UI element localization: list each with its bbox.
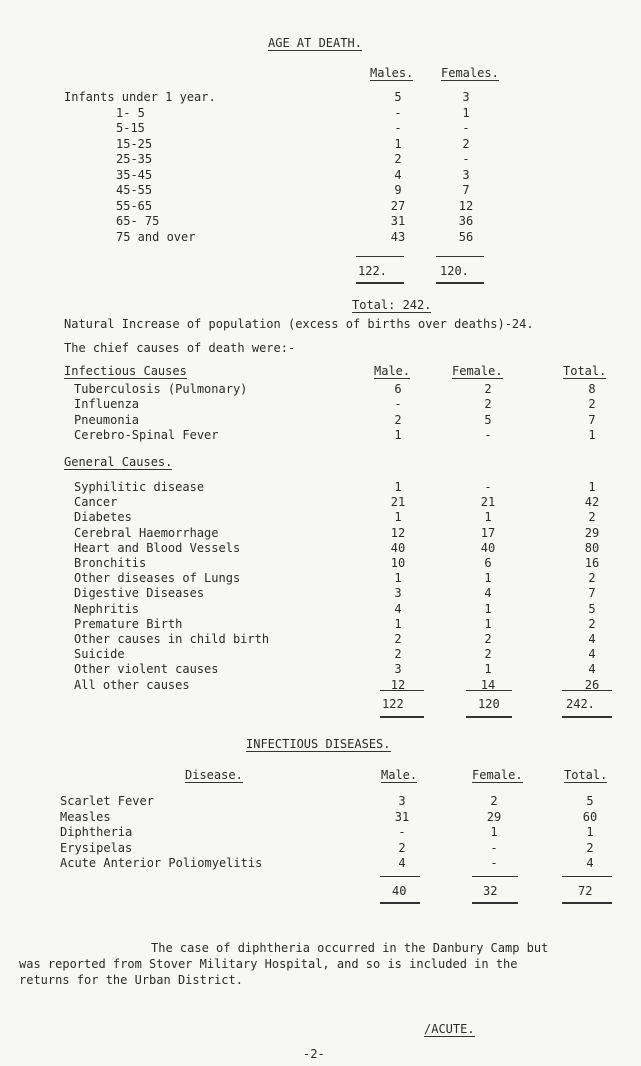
natural-increase-line: Natural Increase of population (excess of births over deaths)-24. — [64, 317, 534, 331]
cause-total-value: 42 — [584, 495, 600, 510]
disease-total-value: 60 — [582, 809, 598, 824]
disease-label: Erysipelas — [60, 840, 133, 855]
gen-female-rule — [466, 690, 512, 691]
disease-label: Acute Anterior Poliomyelitis — [60, 856, 263, 870]
disease-female-value: 1 — [490, 825, 498, 839]
age-females-value: 2 — [462, 136, 470, 151]
cause-male-value: 1 — [394, 571, 402, 586]
table-row — [0, 90, 641, 106]
disease-male-value: 2 — [398, 840, 406, 855]
cause-female-value: 1 — [484, 571, 492, 586]
causes-col-female: Female. — [452, 364, 503, 378]
cause-male-value: - — [394, 397, 402, 412]
cause-female-value: 17 — [480, 525, 496, 540]
age-females-value: 3 — [462, 90, 470, 104]
disease-total-value: 1 — [586, 825, 594, 839]
age-females-value: - — [462, 121, 470, 135]
cause-female-value: 21 — [480, 495, 496, 510]
causes-col-total: Total. — [563, 364, 607, 378]
age-females-value: 1 — [462, 105, 470, 120]
cause-total-value: 80 — [584, 540, 600, 555]
table-row — [0, 495, 641, 511]
cause-total-value: 2 — [588, 397, 596, 412]
cause-label: Syphilitic disease — [74, 480, 205, 494]
table-row — [0, 428, 641, 444]
cause-total-value: 29 — [584, 525, 600, 540]
cause-label: Influenza — [74, 397, 140, 412]
disease-col-header: Disease. — [185, 768, 243, 782]
cause-label: Other violent causes — [74, 662, 219, 677]
disease-total-value: 4 — [586, 856, 594, 870]
cause-male-value: 1 — [394, 616, 402, 631]
cause-label: Other diseases of Lungs — [74, 571, 241, 586]
cause-male-value: 2 — [394, 412, 402, 427]
cause-female-value: 2 — [484, 382, 492, 396]
age-band-label: 55-65 — [116, 198, 153, 213]
cause-male-value: 1 — [394, 480, 402, 494]
age-males-value: 9 — [394, 183, 402, 197]
cause-female-value: 1 — [484, 662, 492, 677]
dis-total-total: 72 — [578, 884, 593, 898]
disease-label: Scarlet Fever — [60, 794, 154, 808]
cause-label: Nephritis — [74, 601, 140, 616]
table-row — [0, 214, 641, 230]
cause-total-value: 1 — [588, 427, 596, 442]
cause-male-value: 1 — [394, 427, 402, 442]
gen-total-double-rule — [562, 716, 612, 718]
cause-label: Pneumonia — [74, 412, 140, 427]
age-band-label: Infants under 1 year. — [64, 90, 216, 104]
age-males-value: 1 — [394, 136, 402, 151]
cause-total-value: 5 — [588, 601, 596, 616]
disease-col-total: Total. — [564, 768, 608, 782]
age-females-value: 56 — [458, 229, 474, 244]
age-males-value: 4 — [394, 167, 402, 182]
cause-total-value: 4 — [588, 647, 596, 662]
age-band-label: 5-15 — [116, 121, 145, 135]
cause-female-value: 1 — [484, 616, 492, 631]
table-row — [0, 397, 641, 413]
cause-female-value: 4 — [484, 586, 492, 601]
dis-total-male: 40 — [392, 884, 407, 898]
cause-male-value: 12 — [390, 677, 406, 692]
table-row — [0, 526, 641, 542]
cause-total-value: 7 — [588, 586, 596, 601]
disease-male-value: 31 — [394, 809, 410, 824]
dis-male-double-rule — [380, 902, 420, 904]
age-females-value: 12 — [458, 198, 474, 213]
cause-total-value: 1 — [588, 480, 596, 494]
gen-total-total: 242. — [566, 697, 595, 711]
disease-total-value: 5 — [586, 794, 594, 808]
cause-label: Cancer — [74, 495, 118, 510]
age-band-label: 45-55 — [116, 183, 153, 197]
cause-label: Other causes in child birth — [74, 632, 270, 646]
age-males-value: - — [394, 105, 402, 120]
cause-female-value: 1 — [484, 510, 492, 525]
age-band-label: 25-35 — [116, 152, 153, 166]
cause-female-value: 2 — [484, 397, 492, 412]
age-band-label: 35-45 — [116, 167, 153, 182]
cause-male-value: 3 — [394, 586, 402, 601]
cause-label: Diabetes — [74, 510, 132, 525]
table-row — [0, 571, 641, 587]
disease-label: Diphtheria — [60, 825, 133, 839]
causes-col-male: Male. — [374, 364, 411, 378]
gen-male-rule — [380, 690, 424, 691]
chief-causes-intro: The chief causes of death were:- — [64, 341, 296, 355]
table-row — [0, 382, 641, 398]
cause-label: Suicide — [74, 647, 125, 662]
col-females-header: Females. — [441, 66, 499, 80]
age-males-value: - — [394, 121, 402, 135]
dis-female-rule — [472, 876, 518, 877]
cause-male-value: 2 — [394, 647, 402, 662]
table-row — [0, 810, 641, 826]
table-row — [0, 152, 641, 168]
cause-label: Cerebral Haemorrhage — [74, 525, 219, 540]
table-row — [0, 841, 641, 857]
table-row — [0, 199, 641, 215]
cause-label: All other causes — [74, 677, 190, 692]
table-row — [0, 137, 641, 153]
age-males-value: 31 — [390, 214, 406, 228]
disease-male-value: - — [398, 825, 406, 839]
page-number: -2- — [303, 1047, 325, 1061]
disease-total-value: 2 — [586, 840, 594, 855]
infectious-diseases-title: INFECTIOUS DISEASES. — [246, 737, 391, 751]
dis-total-rule — [562, 876, 612, 877]
disease-col-female: Female. — [472, 768, 523, 782]
table-row — [0, 168, 641, 184]
cause-label: Bronchitis — [74, 556, 147, 570]
cause-female-value: - — [484, 427, 492, 442]
cause-male-value: 1 — [394, 510, 402, 525]
table-row — [0, 662, 641, 678]
age-band-label: 75 and over — [116, 229, 196, 244]
cause-total-value: 2 — [588, 571, 596, 586]
cause-total-value: 2 — [588, 616, 596, 631]
cause-female-value: 14 — [480, 677, 496, 692]
gen-total-female: 120 — [478, 697, 500, 711]
cause-female-value: - — [484, 480, 492, 494]
disease-male-value: 4 — [398, 856, 406, 870]
footnote-line-2: was reported from Stover Military Hospital, and so is included in the — [19, 957, 518, 971]
cause-label: Premature Birth — [74, 616, 183, 631]
gen-total-rule — [562, 690, 612, 691]
cause-female-value: 2 — [484, 647, 492, 662]
cause-male-value: 2 — [394, 632, 402, 646]
disease-female-value: - — [490, 856, 498, 870]
age-band-label: 1- 5 — [116, 105, 145, 120]
age-males-value: 43 — [390, 229, 406, 244]
cause-male-value: 12 — [390, 525, 406, 540]
footnote-line-3: returns for the Urban District. — [19, 973, 243, 987]
disease-female-value: 2 — [490, 794, 498, 808]
cause-male-value: 21 — [390, 495, 406, 510]
age-males-value: 5 — [394, 90, 402, 104]
disease-label: Measles — [60, 809, 111, 824]
dis-total-female: 32 — [483, 884, 498, 898]
age-females-value: 7 — [462, 183, 470, 197]
cause-female-value: 5 — [484, 412, 492, 427]
age-total-females: 120. — [440, 264, 469, 278]
catchword: /ACUTE. — [424, 1022, 475, 1036]
table-row — [0, 121, 641, 137]
table-row — [0, 230, 641, 246]
disease-col-male: Male. — [381, 768, 418, 782]
cause-total-value: 4 — [588, 662, 596, 677]
table-row — [0, 632, 641, 648]
cause-total-value: 8 — [588, 382, 596, 396]
age-females-rule — [436, 256, 484, 257]
gen-total-male: 122 — [382, 697, 404, 711]
disease-female-value: - — [490, 840, 498, 855]
age-band-label: 15-25 — [116, 136, 153, 151]
cause-male-value: 40 — [390, 540, 406, 555]
cause-total-value: 7 — [588, 412, 596, 427]
table-row — [0, 794, 641, 810]
cause-female-value: 2 — [484, 632, 492, 646]
cause-total-value: 4 — [588, 632, 596, 646]
age-females-double-rule — [436, 282, 484, 284]
cause-male-value: 4 — [394, 601, 402, 616]
table-row — [0, 678, 641, 694]
table-row — [0, 856, 641, 872]
age-females-value: 3 — [462, 167, 470, 182]
table-row — [0, 541, 641, 557]
table-row — [0, 183, 641, 199]
footnote-line-1: The case of diphtheria occurred in the Danbury Camp but — [151, 941, 549, 955]
cause-label: Cerebro-Spinal Fever — [74, 427, 219, 442]
age-males-value: 27 — [390, 198, 406, 213]
table-row — [0, 825, 641, 841]
cause-female-value: 6 — [484, 556, 492, 570]
age-males-double-rule — [356, 282, 404, 284]
infectious-causes-heading: Infectious Causes — [64, 364, 187, 378]
age-females-value: 36 — [458, 214, 474, 228]
cause-female-value: 1 — [484, 601, 492, 616]
table-row — [0, 556, 641, 572]
cause-total-value: 16 — [584, 556, 600, 570]
cause-label: Heart and Blood Vessels — [74, 540, 241, 555]
cause-male-value: 10 — [390, 556, 406, 570]
dis-female-double-rule — [472, 902, 518, 904]
cause-label: Tuberculosis (Pulmonary) — [74, 382, 248, 396]
grand-total: Total: 242. — [352, 298, 432, 312]
table-row — [0, 647, 641, 663]
table-row — [0, 602, 641, 618]
gen-male-double-rule — [380, 716, 424, 718]
age-total-males: 122. — [358, 264, 387, 278]
cause-male-value: 6 — [394, 382, 402, 396]
dis-total-double-rule — [562, 902, 612, 904]
table-row — [0, 586, 641, 602]
disease-male-value: 3 — [398, 794, 406, 808]
col-males-header: Males. — [370, 66, 414, 80]
table-row — [0, 617, 641, 633]
age-females-value: - — [462, 152, 470, 166]
dis-male-rule — [380, 876, 420, 877]
cause-female-value: 40 — [480, 540, 496, 555]
age-males-value: 2 — [394, 152, 402, 166]
cause-male-value: 3 — [394, 662, 402, 677]
table-row — [0, 413, 641, 429]
cause-total-value: 2 — [588, 510, 596, 525]
cause-total-value: 26 — [584, 677, 600, 692]
table-row — [0, 480, 641, 496]
table-row — [0, 510, 641, 526]
age-section-title: AGE AT DEATH. — [268, 36, 362, 50]
disease-female-value: 29 — [486, 809, 502, 824]
gen-female-double-rule — [466, 716, 512, 718]
table-row — [0, 106, 641, 122]
age-band-label: 65- 75 — [116, 214, 160, 228]
cause-label: Digestive Diseases — [74, 586, 205, 601]
general-causes-heading: General Causes. — [64, 455, 173, 469]
age-males-rule — [356, 256, 404, 257]
